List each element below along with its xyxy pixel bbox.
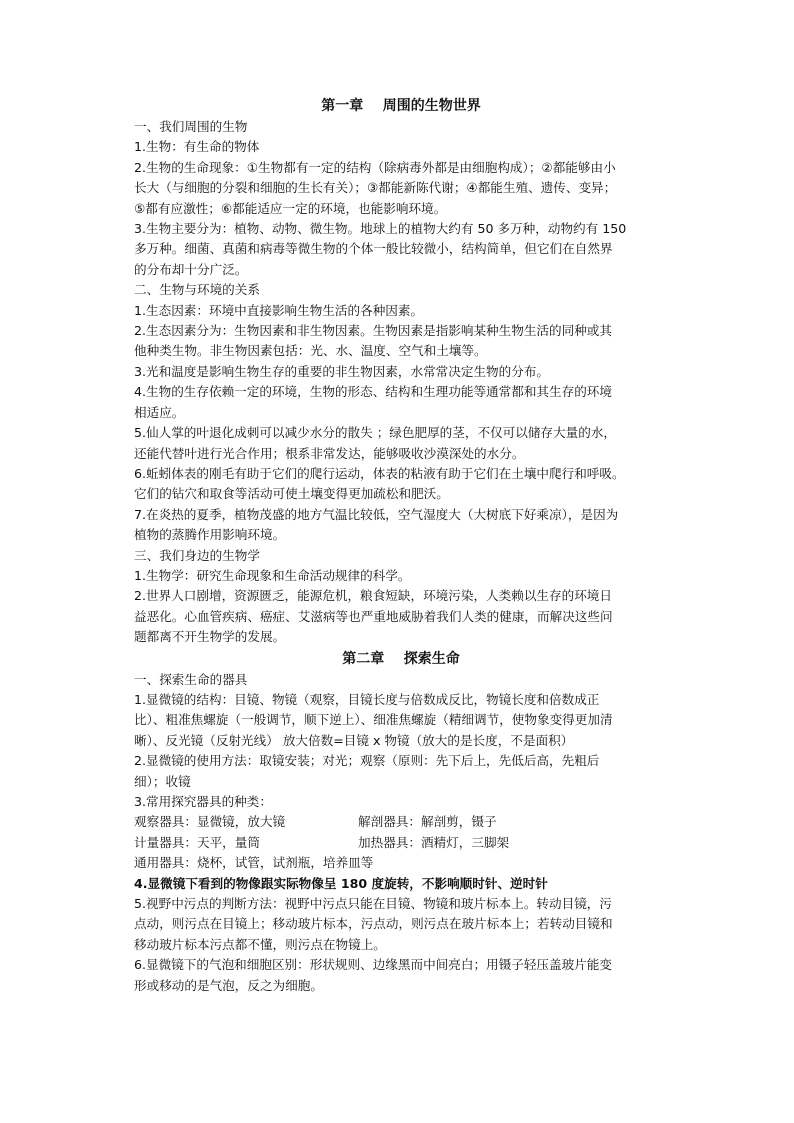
- chapter-2-body: [134, 670, 668, 997]
- chapter-1-title: 第一章 周围的生物世界: [321, 98, 481, 114]
- tool-category: 解剖器具：解剖剪，镊子: [358, 814, 497, 830]
- text-line: 2.生物的生命现象：①生物都有一定的结构（除病毒外都是由细胞构成）；②都能够由小: [134, 159, 616, 175]
- text-line: 6.蚯蚓体表的刚毛有助于它们的爬行运动，体表的粘液有助于它们在土壤中爬行和呼吸。: [134, 465, 625, 481]
- chapter-1-body: [134, 117, 668, 648]
- text-line: 植物的蒸腾作用影响环境。: [134, 527, 286, 543]
- text-line: 3.光和温度是影响生物生存的重要的非生物因素，水常常决定生物的分布。: [134, 363, 550, 379]
- section-heading: 一、探索生命的器具: [134, 671, 248, 687]
- text-line: 2.显微镜的使用方法：取镜安装；对光；观察（原则：先下后上，先低后高，先粗后: [134, 753, 600, 769]
- text-line: 比）、粗准焦螺旋（一般调节，顺下逆上）、细准焦螺旋（精细调节，使物象变得更加清: [134, 712, 613, 728]
- text-line: 通用器具：烧杯，试管，试剂瓶，培养皿等: [134, 855, 374, 871]
- text-line: 形或移动的是气泡，反之为细胞。: [134, 977, 323, 993]
- text-line: 还能代替叶进行光合作用；根系非常发达，能够吸收沙漠深处的水分。: [134, 445, 525, 461]
- text-line: 7.在炎热的夏季，植物茂盛的地方气温比较低，空气湿度大（大树底下好乘凉），是因为: [134, 506, 619, 522]
- text-line: 多万种。细菌、真菌和病毒等微生物的个体一般比较微小，结构简单，但它们在自然界: [134, 241, 613, 257]
- text-line: 细）；收镜: [134, 773, 191, 789]
- tool-category: 计量器具：天平，量筒: [134, 834, 260, 850]
- section-heading: 一、我们周围的生物: [134, 119, 248, 134]
- text-line: 长大（与细胞的分裂和细胞的生长有关）；③都能新陈代谢；④都能生殖、遗传、变异；: [134, 180, 617, 196]
- text-line: 6.显微镜下的气泡和细胞区别：形状规则、边缘黑而中间亮白；用镊子轻压盖玻片能变: [134, 957, 612, 973]
- text-line: 益恶化。心血管疾病、癌症、艾滋病等也严重地威胁着我们人类的健康，而解决这些问: [134, 608, 613, 624]
- text-line: 1.显微镜的结构：目镜、物镜（观察，目镜长度与倍数成反比，物镜长度和倍数成正: [134, 691, 600, 707]
- text-line: 晰）、反光镜（反射光线） 放大倍数=目镜 x 物镜（放大的是长度，不是面积）: [134, 732, 574, 748]
- text-line: 他种类生物。非生物因素包括：光、水、温度、空气和土壤等。: [134, 343, 487, 359]
- text-line: 2.世界人口剧增，资源匮乏，能源危机，粮食短缺，环境污染，人类赖以生存的环境日: [134, 588, 612, 604]
- tools-row: [134, 833, 668, 853]
- text-line: 相适应。: [134, 404, 185, 420]
- text-line: 1.生物学：研究生命现象和生命活动规律的科学。: [134, 567, 411, 583]
- text-line: 5.仙人掌的叶退化成刺可以减少水分的散失 ；绿色肥厚的茎，不仅可以储存大量的水，: [134, 425, 616, 441]
- section-heading: 二、生物与环境的关系: [134, 282, 260, 298]
- text-line: 它们的钻穴和取食等活动可使土壤变得更加疏松和肥沃。: [134, 486, 449, 502]
- text-line: 5.视野中污点的判断方法：视野中污点只能在目镜、物镜和玻片标本上。转动目镜，污: [134, 896, 612, 912]
- text-line: 题都离不开生物学的发展。: [134, 629, 286, 645]
- section-heading: 三、我们身边的生物学: [134, 547, 260, 563]
- text-line: 1.生态因素：环境中直接影响生物生活的各种因素。: [134, 302, 424, 318]
- text-line: 1.生物：有生命的物体: [134, 139, 260, 155]
- text-line: 3.常用探究器具的种类：: [134, 794, 272, 809]
- document-page: [134, 95, 668, 996]
- text-line: 的分布却十分广泛。: [134, 261, 248, 277]
- text-line-bold: 4.显微镜下看到的物像跟实际物像呈 180 度旋转，不影响顺时针、逆时针: [134, 875, 548, 891]
- chapter-2-title: 第二章 探索生命: [342, 650, 460, 667]
- tool-category: 观察器具：显微镜，放大镜: [134, 814, 286, 830]
- text-line: 移动玻片标本污点都不懂，则污点在物镜上。: [134, 936, 386, 952]
- tools-row: [134, 812, 668, 832]
- text-line: 点动，则污点在目镜上；移动玻片标本，污点动，则污点在玻片标本上；若转动目镜和: [134, 916, 613, 932]
- text-line: 2.生态因素分为：生物因素和非生物因素。生物因素是指影响某种生物生活的同种或其: [134, 323, 612, 339]
- tool-category: 加热器具：酒精灯，三脚架: [358, 834, 510, 850]
- text-line: ⑤都有应激性；⑥都能适应一定的环境，也能影响环境。: [134, 200, 447, 216]
- text-line: 4.生物的生存依赖一定的环境，生物的形态、结构和生理功能等通常都和其生存的环境: [134, 384, 612, 400]
- text-line: 3.生物主要分为：植物、动物、微生物。地球上的植物大约有 50 多万种，动物约有 150: [134, 221, 627, 237]
